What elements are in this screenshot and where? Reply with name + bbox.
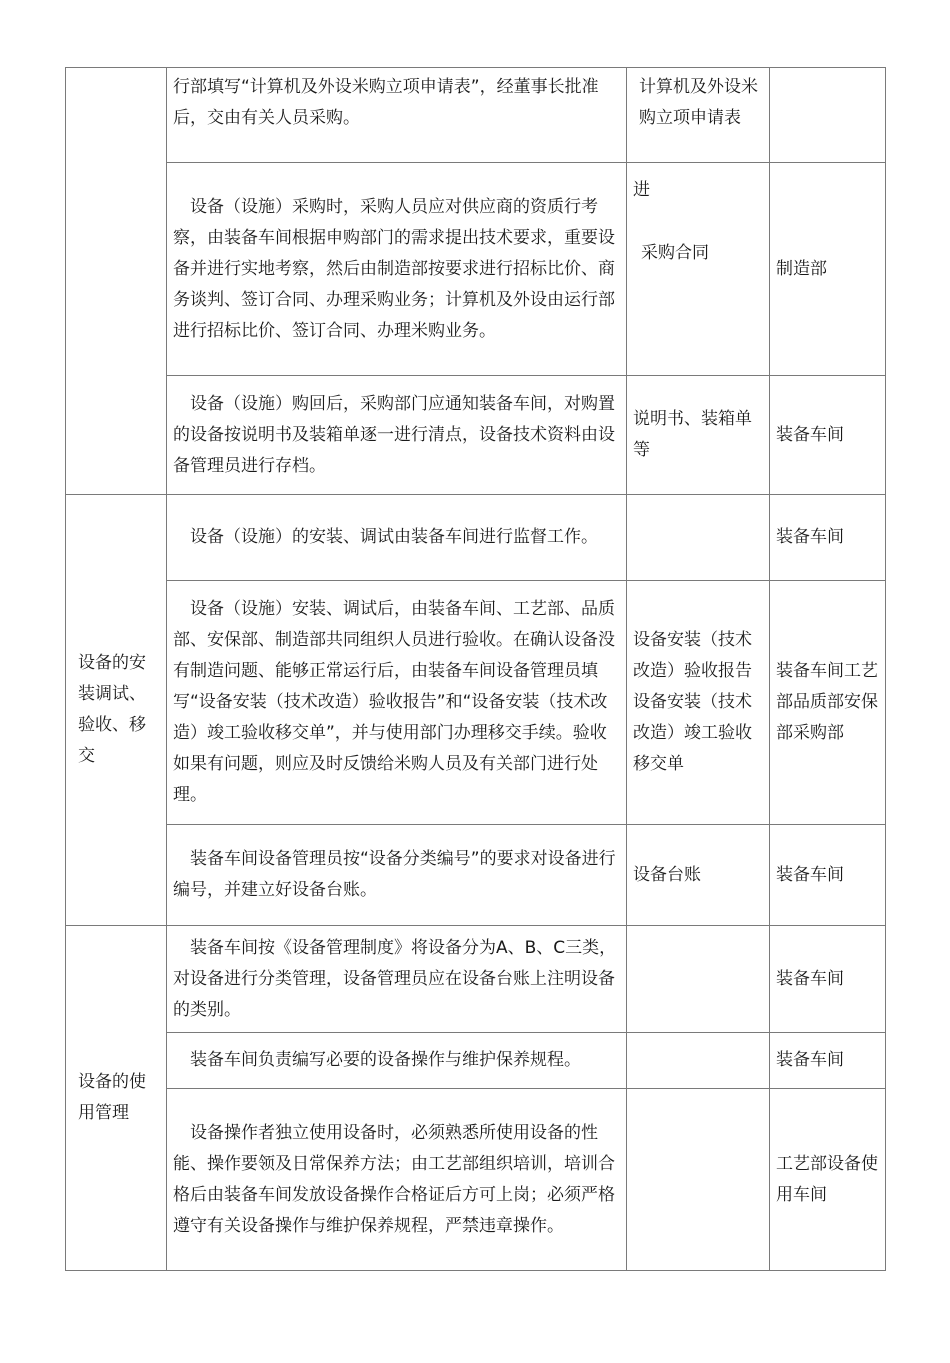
- record-cell: 设备安装（技术改造）验收报告设备安装（技术改造）竣工验收移交单: [627, 581, 770, 825]
- department-cell: 装备车间: [770, 376, 886, 495]
- description-cell: 装备车间负责编写必要的设备操作与维护保养规程。: [167, 1033, 627, 1089]
- record-cell: [627, 1033, 770, 1089]
- description-cell: 设备（设施）购回后，采购部门应通知装备车间，对购置的设备按说明书及装箱单逐一进行清点，设备技术资料由设备管理员进行存档。: [167, 376, 627, 495]
- record-cell: [627, 926, 770, 1033]
- table-row: [66, 1089, 886, 1271]
- description-cell: 设备（设施）安装、调试后，由装备车间、工艺部、品质部、安保部、制造部共同组织人员进行验收。在确认设备没有制造问题、能够正常运行后，由装备车间设备管理员填写“设备安装（技术改造）验收报告”和“设备安装（技术改造）竣工验收移交单”，并与使用部门办理移交手续。验收如果有问题，则应及时反馈给米购人员及有关部门进行处理。: [167, 581, 627, 825]
- procedure-cell-installation: 设备的安装调试、验收、移交: [66, 495, 167, 926]
- department-cell: 工艺部设备使用车间: [770, 1089, 886, 1271]
- procedure-cell-usage: 设备的使用管理: [66, 926, 167, 1271]
- table-row: [66, 495, 886, 581]
- record-cell: 进 采购合同: [627, 163, 770, 376]
- department-cell: 制造部: [770, 163, 886, 376]
- table-row: [66, 376, 886, 495]
- description-cell: 设备操作者独立使用设备时，必须熟悉所使用设备的性能、操作要领及日常保养方法；由工艺部组织培训，培训合格后由装备车间发放设备操作合格证后方可上岗；必须严格遵守有关设备操作与维护保养规程，严禁违章操作。: [167, 1089, 627, 1271]
- department-cell: 装备车间工艺部品质部安保部采购部: [770, 581, 886, 825]
- table-row: [66, 825, 886, 926]
- table-row: [66, 1033, 886, 1089]
- description-cell: 设备（设施）的安装、调试由装备车间进行监督工作。: [167, 495, 627, 581]
- description-cell: 装备车间设备管理员按“设备分类编号”的要求对设备进行编号，并建立好设备台账。: [167, 825, 627, 926]
- procedure-table: [65, 67, 886, 1271]
- table-row: [66, 581, 886, 825]
- description-cell: 装备车间按《设备管理制度》将设备分为A、B、C三类，对设备进行分类管理，设备管理员应在设备台账上注明设备的类别。: [167, 926, 627, 1033]
- record-cell: [627, 1089, 770, 1271]
- table-row: [66, 926, 886, 1033]
- department-cell: 装备车间: [770, 825, 886, 926]
- department-cell: 装备车间: [770, 495, 886, 581]
- description-cell: 设备（设施）采购时，采购人员应对供应商的资质行考察，由装备车间根据申购部门的需求提出技术要求，重要设备并进行实地考察，然后由制造部按要求进行招标比价、商务谈判、签订合同、办理采购业务；计算机及外设由运行部进行招标比价、签订合同、办理米购业务。: [167, 163, 627, 376]
- description-cell: 行部填写“计算机及外设米购立项申请表”，经董事长批准后，交由有关人员采购。: [167, 68, 627, 163]
- department-cell: [770, 68, 886, 163]
- table-row: [66, 68, 886, 163]
- department-cell: 装备车间: [770, 926, 886, 1033]
- record-cell: 说明书、装箱单等: [627, 376, 770, 495]
- record-cell: [627, 495, 770, 581]
- record-cell: 设备台账: [627, 825, 770, 926]
- record-cell: 计算机及外设米购立项申请表: [627, 68, 770, 163]
- procedure-cell-procurement: [66, 68, 167, 495]
- table-row: [66, 163, 886, 376]
- department-cell: 装备车间: [770, 1033, 886, 1089]
